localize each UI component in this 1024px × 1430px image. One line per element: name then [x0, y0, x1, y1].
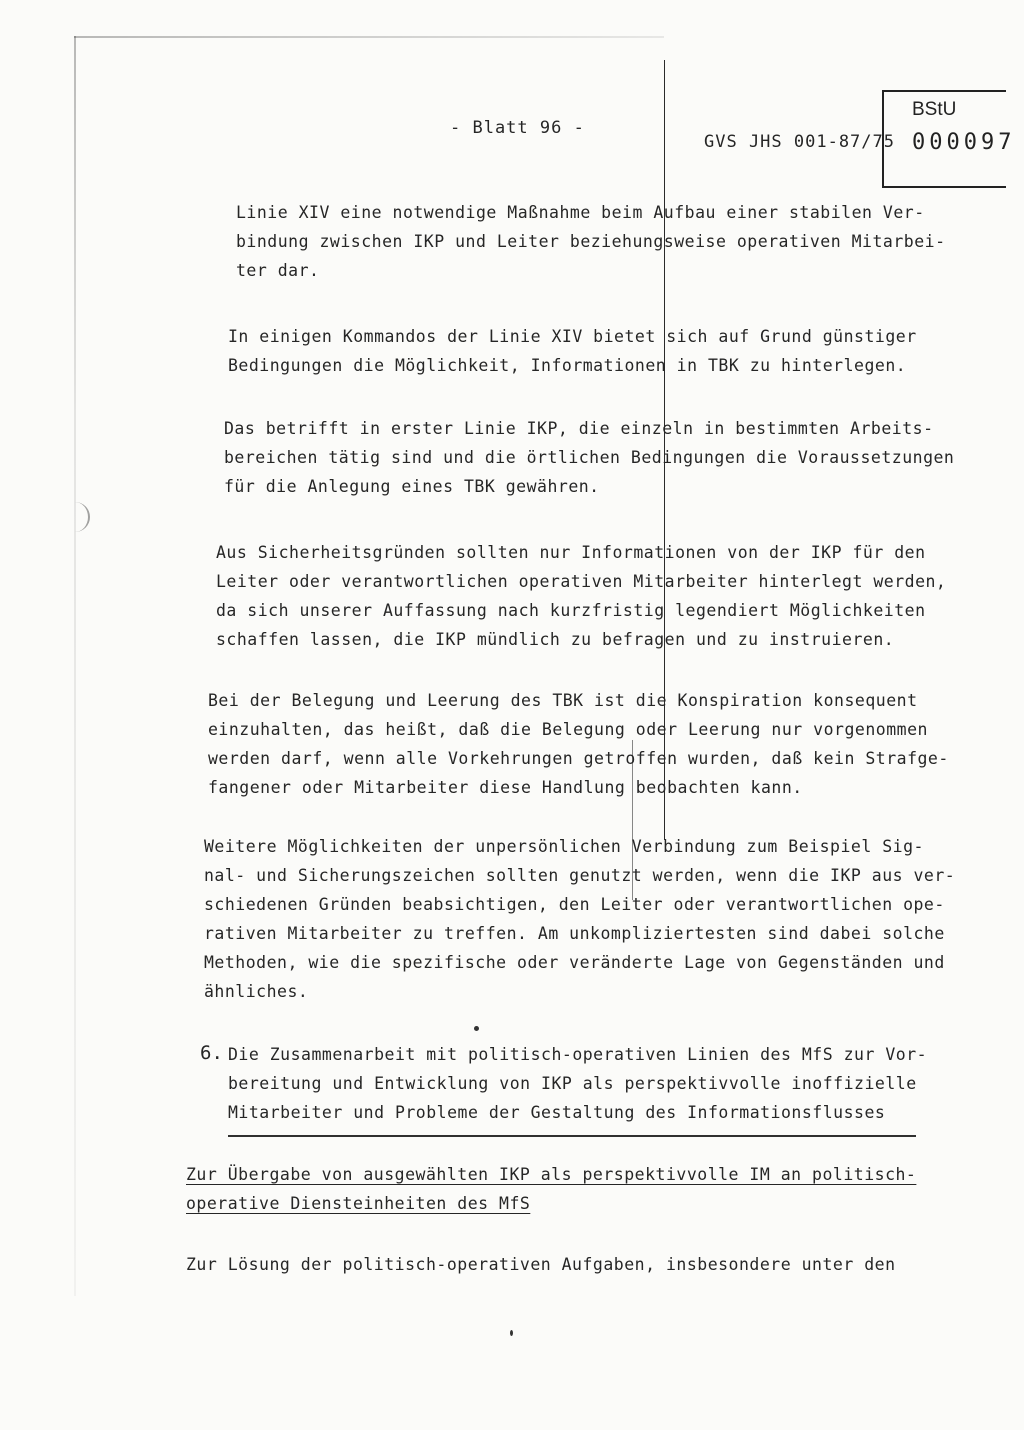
scan-edge-top	[74, 36, 664, 38]
stamp-organization: BStU	[912, 99, 957, 120]
paragraph-6	[204, 832, 964, 1006]
text-line: Aus Sicherheitsgründen sollten nur Informationen von der IKP für den	[216, 543, 926, 562]
text-line: Leiter oder verantwortlichen operativen Mitarbeiter hinterlegt werden,	[216, 572, 947, 591]
subheading	[186, 1160, 916, 1218]
text-line: Linie XIV eine notwendige Maßnahme beim Aufbau einer stabilen Ver-	[236, 203, 925, 222]
section-title-underline	[228, 1135, 916, 1137]
text-line: ähnliches.	[204, 982, 309, 1001]
paragraph-3	[224, 414, 984, 501]
text-line: ter dar.	[236, 261, 320, 280]
document-reference: GVS JHS 001-87/75	[704, 132, 895, 152]
text-line: einzuhalten, das heißt, daß die Belegung oder Leerung nur vorgenommen	[208, 720, 928, 739]
ink-speck	[510, 1330, 513, 1336]
subheading-line: Zur Übergabe von ausgewählten IKP als perspektivvolle IM an politisch-	[186, 1165, 917, 1184]
section-title-line: bereitung und Entwicklung von IKP als perspektivvolle inoffizielle	[228, 1074, 917, 1093]
text-line: In einigen Kommandos der Linie XIV bietet sich auf Grund günstiger	[228, 327, 917, 346]
text-line: nal- und Sicherungszeichen sollten genutzt werden, wenn die IKP aus ver-	[204, 866, 956, 885]
text-line: für die Anlegung eines TBK gewähren.	[224, 477, 600, 496]
text-line: Zur Lösung der politisch-operativen Aufgaben, insbesondere unter den	[186, 1255, 896, 1274]
paragraph-1	[236, 198, 996, 285]
paragraph-2	[228, 322, 988, 380]
text-line: bindung zwischen IKP und Leiter beziehungsweise operativen Mitarbei-	[236, 232, 946, 251]
sheet-number: - Blatt 96 -	[450, 118, 585, 138]
text-line: schiedenen Gründen beabsichtigen, den Leiter oder verantwortlichen ope-	[204, 895, 945, 914]
text-line: rativen Mitarbeiter zu treffen. Am unkompliziertesten sind dabei solche	[204, 924, 945, 943]
text-line: Weitere Möglichkeiten der unpersönlichen Verbindung zum Beispiel Sig-	[204, 837, 924, 856]
ink-speck	[474, 1026, 479, 1031]
section-title	[228, 1040, 988, 1127]
punch-hole-mark	[60, 502, 90, 532]
paragraph-5	[208, 686, 968, 802]
text-line: Bei der Belegung und Leerung des TBK ist die Konspiration konsequent	[208, 691, 918, 710]
text-line: Bedingungen die Möglichkeit, Informationen in TBK zu hinterlegen.	[228, 356, 907, 375]
stamp-number: 000097	[912, 130, 1016, 155]
subheading-line: operative Diensteinheiten des MfS	[186, 1194, 531, 1213]
text-line: Das betrifft in erster Linie IKP, die einzeln in bestimmten Arbeits-	[224, 419, 934, 438]
scan-edge-left	[74, 36, 76, 1296]
section-title-line: Die Zusammenarbeit mit politisch-operativen Linien des MfS zur Vor-	[228, 1045, 928, 1064]
text-line: werden darf, wenn alle Vorkehrungen getroffen wurden, daß kein Strafge-	[208, 749, 949, 768]
section-title-line: Mitarbeiter und Probleme der Gestaltung des Informationsflusses	[228, 1103, 886, 1122]
paragraph-4	[216, 538, 976, 654]
section-number: 6.	[200, 1042, 223, 1064]
text-line: schaffen lassen, die IKP mündlich zu befragen und zu instruieren.	[216, 630, 895, 649]
text-line: da sich unserer Auffassung nach kurzfristig legendiert Möglichkeiten	[216, 601, 926, 620]
text-line: bereichen tätig sind und die örtlichen Bedingungen die Voraussetzungen	[224, 448, 955, 467]
text-line: fangener oder Mitarbeiter diese Handlung beobachten kann.	[208, 778, 803, 797]
text-line: Methoden, wie die spezifische oder veränderte Lage von Gegenständen und	[204, 953, 945, 972]
closing-paragraph	[186, 1250, 946, 1279]
